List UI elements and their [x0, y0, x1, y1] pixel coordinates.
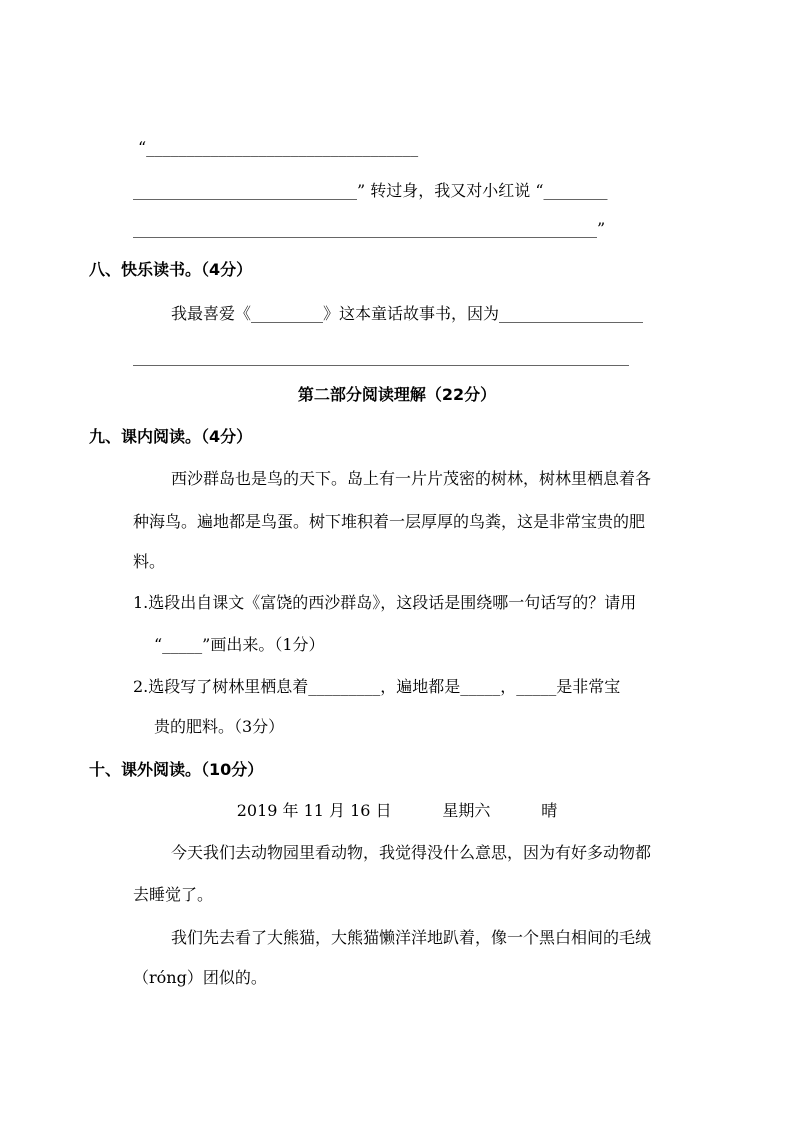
answer-line-turn-around: ____________________________” 转过身，我又对小红说 “________	[133, 181, 608, 200]
diary-line-1: 今天我们去动物园里看动物，我觉得没什么意思，因为有好多动物都	[171, 843, 652, 862]
answer-line-quote-close: __________________________________________________________”	[133, 219, 606, 238]
part-2-title: 第二部分阅读理解（22分）	[297, 385, 497, 404]
question-1-line-2: “_____”画出来。（1分）	[154, 635, 325, 654]
passage-line-3: 料。	[133, 552, 166, 571]
diary-line-3: 我们先去看了大熊猫，大熊猫懒洋洋地趴着，像一个黑白相间的毛绒	[171, 928, 652, 947]
section-8-heading: 八、快乐读书。（4分）	[89, 260, 253, 279]
answer-line-reason: ______________________________________________________________	[133, 347, 629, 366]
diary-date-line: 2019 年 11 月 16 日 星期六 晴	[236, 801, 558, 820]
favorite-book-line: 我最喜爱《_________》这本童话故事书，因为__________________	[171, 304, 644, 323]
question-2-line-1: 2.选段写了树林里栖息着_________，遍地都是_____，_____是非常宝	[133, 677, 621, 696]
passage-line-1: 西沙群岛也是鸟的天下。岛上有一片片茂密的树林，树林里栖息着各	[171, 469, 652, 488]
diary-line-2: 去睡觉了。	[133, 885, 214, 904]
passage-line-2: 种海鸟。遍地都是鸟蛋。树下堆积着一层厚厚的鸟粪，这是非常宝贵的肥	[133, 512, 646, 531]
question-1-line-1: 1.选段出自课文《富饶的西沙群岛》，这段话是围绕哪一句话写的？请用	[133, 593, 637, 612]
section-9-heading: 九、课内阅读。（4分）	[89, 427, 253, 446]
answer-line-quote-open: “__________________________________	[138, 138, 419, 157]
question-2-line-2: 贵的肥料。（3分）	[154, 717, 285, 736]
section-10-heading: 十、课外阅读。（10分）	[89, 760, 264, 779]
diary-line-4: （róng）团似的。	[133, 968, 267, 987]
